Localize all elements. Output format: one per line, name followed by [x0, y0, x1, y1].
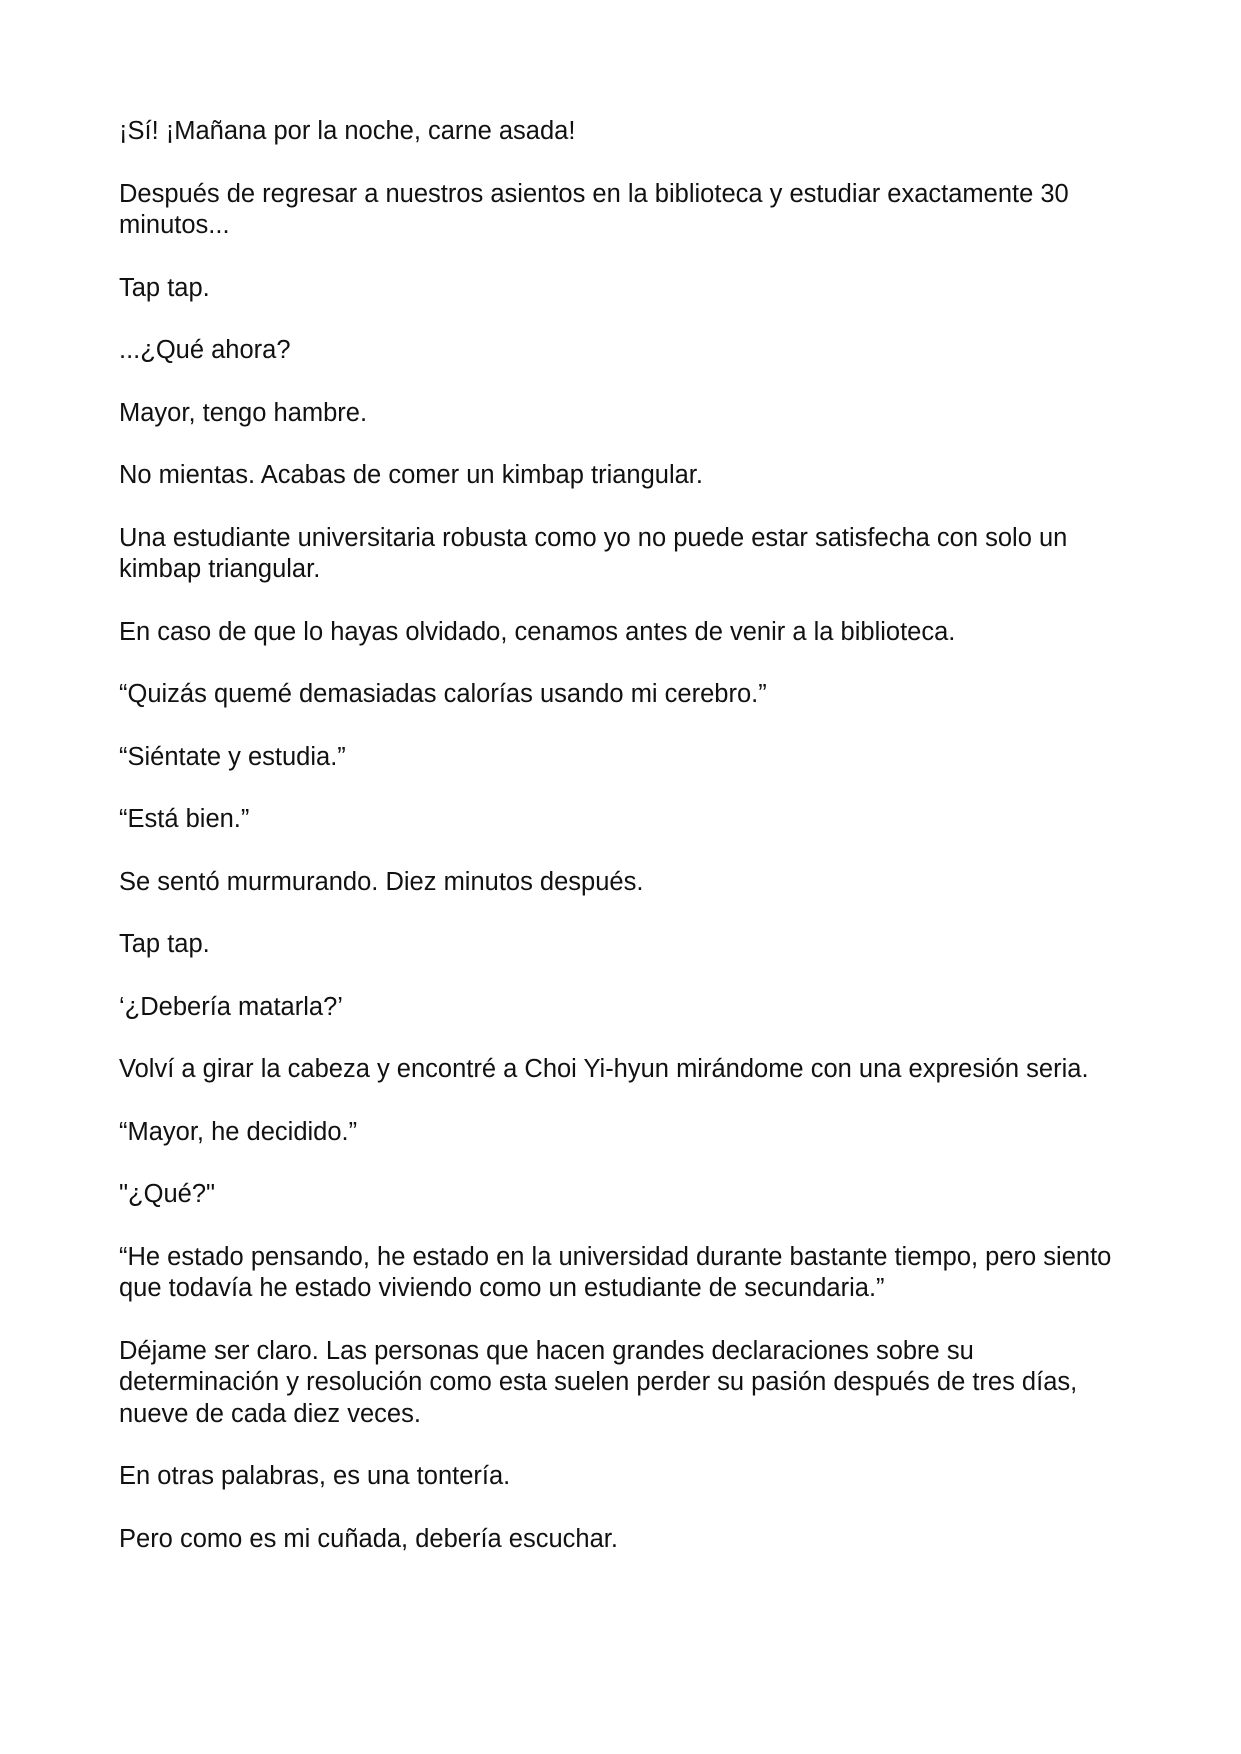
paragraph: En otras palabras, es una tontería.	[119, 1462, 511, 1490]
paragraph: Tap tap.	[119, 930, 210, 958]
paragraph: “Siéntate y estudia.”	[119, 742, 346, 771]
paragraph: “He estado pensando, he estado en la universidad durante bastante tiempo, pero siento que todavía he estado viviendo como un estudiante de secundaria.”	[119, 1242, 1112, 1302]
paragraph: Tap tap.	[119, 273, 210, 302]
paragraph: Pero como es mi cuñada, debería escuchar.	[119, 1524, 618, 1553]
paragraph: “Mayor, he decidido.”	[119, 1117, 358, 1146]
paragraph: Una estudiante universitaria robusta como yo no puede estar satisfecha con solo un kimbap triangular.	[119, 523, 1068, 583]
paragraph: No mientas. Acabas de comer un kimbap triangular.	[119, 461, 703, 489]
paragraph: En caso de que lo hayas olvidado, cenamos antes de venir a la biblioteca.	[119, 617, 956, 646]
paragraph: ...¿Qué ahora?	[119, 336, 291, 364]
paragraph: Se sentó murmurando. Diez minutos después.	[119, 867, 644, 896]
paragraph: Después de regresar a nuestros asientos en la biblioteca y estudiar exactamente 30 minutos...	[119, 179, 1069, 239]
document-body	[119, 116, 1119, 1586]
paragraph: ‘¿Debería matarla?’	[119, 992, 343, 1021]
paragraph: “Está bien.”	[119, 805, 250, 833]
paragraph: ¡Sí! ¡Mañana por la noche, carne asada!	[119, 117, 576, 145]
paragraph: Mayor, tengo hambre.	[119, 398, 368, 427]
paragraph: "¿Qué?"	[119, 1180, 216, 1208]
paragraph: Déjame ser claro. Las personas que hacen grandes declaraciones sobre su determinación y resolución como esta suelen perder su pasión después de tres días, nueve de cada diez veces.	[119, 1336, 1078, 1428]
paragraph: “Quizás quemé demasiadas calorías usando mi cerebro.”	[119, 680, 767, 708]
paragraph: Volví a girar la cabeza y encontré a Choi Yi-hyun mirándome con una expresión seria.	[119, 1055, 1089, 1083]
